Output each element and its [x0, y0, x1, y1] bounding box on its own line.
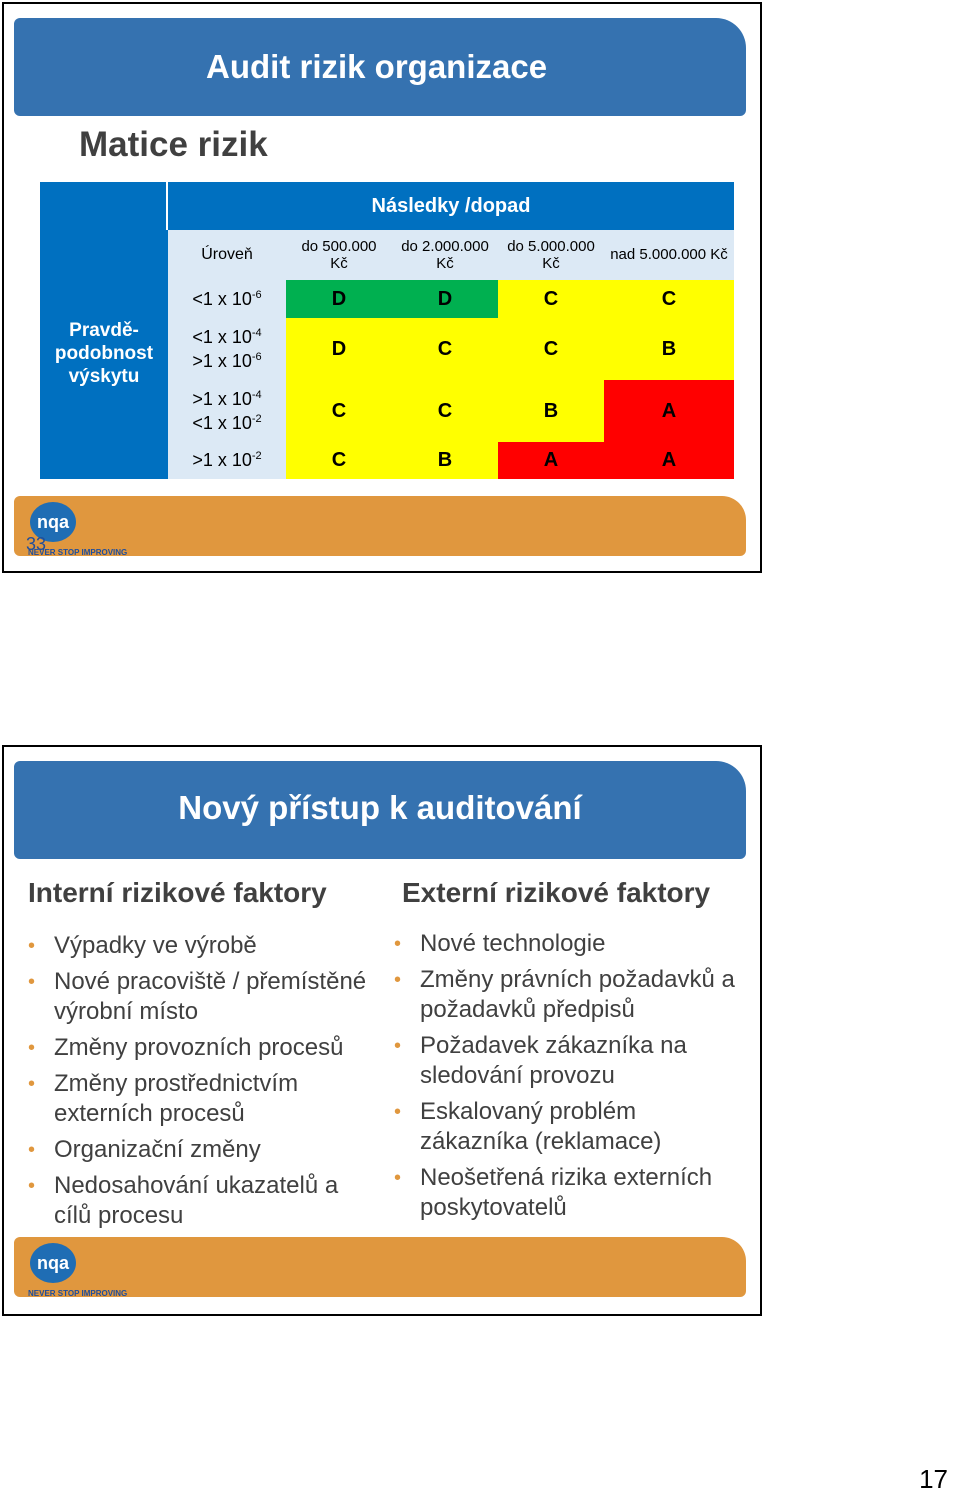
matrix-corner: [40, 182, 168, 230]
impact-col-3: do 5.000.000 Kč: [498, 230, 604, 280]
impact-col-4: nad 5.000.000 Kč: [604, 230, 734, 280]
grade-cell: B: [392, 442, 498, 479]
level-row-1: <1 x $10^{-6}$: [168, 280, 286, 318]
slide-new-audit-approach: [2, 745, 762, 1316]
title-banner: [14, 761, 746, 859]
list-item: • Nové pracoviště / přemístěné výrobní místo: [28, 967, 368, 1027]
impact-col-2: do 2.000.000 Kč: [392, 230, 498, 280]
external-heading: Externí rizikové faktory: [402, 877, 711, 908]
internal-heading: Interní rizikové faktory: [28, 877, 327, 908]
slide-number: 33: [26, 534, 47, 554]
matrix-heading: Matice rizik: [79, 125, 268, 164]
consequence-header: Následky /dopad: [168, 182, 734, 230]
nqa-logo: [26, 1239, 136, 1299]
level-header: Úroveň: [168, 230, 286, 280]
grade-cell: D: [286, 318, 392, 380]
level-row-2: <1 x $10^{-4}$ >1 x $10^{-6}$: [168, 318, 286, 380]
grade-cell: C: [498, 318, 604, 380]
grade-cell: C: [498, 280, 604, 318]
internal-factors-list: [28, 931, 368, 1237]
logo-mark: nqa: [30, 502, 76, 542]
risk-matrix-table: [40, 182, 734, 479]
grade-cell: B: [498, 380, 604, 442]
grade-cell: C: [392, 380, 498, 442]
level-row-4: >1 x $10^{-2}$: [168, 442, 286, 479]
grade-cell: B: [604, 318, 734, 380]
list-item: • Organizační změny: [28, 1135, 368, 1165]
external-factors-list: [394, 929, 744, 1229]
title-banner: [14, 18, 746, 116]
grade-cell: C: [286, 380, 392, 442]
logo-tagline: NEVER STOP IMPROVING: [28, 1289, 128, 1298]
grade-cell: C: [392, 318, 498, 380]
grade-cell: C: [286, 442, 392, 479]
list-item: • Nedosahování ukazatelů a cílů procesu: [28, 1171, 368, 1231]
list-item: • Eskalovaný problém zákazníka (reklamace): [394, 1097, 744, 1157]
list-item: • Neošetřená rizika externích poskytovatelů: [394, 1163, 744, 1223]
level-row-3: >1 x $10^{-4}$ <1 x $10^{-2}$: [168, 380, 286, 442]
page-number: 17: [919, 1464, 948, 1494]
grade-cell: D: [392, 280, 498, 318]
probability-label: Pravdě- podobnost výskytu: [40, 230, 168, 479]
logo-tagline: NEVER STOP IMPROVING: [28, 548, 128, 557]
grade-cell: C: [604, 280, 734, 318]
slide-title: Nový přístup k auditování: [178, 789, 582, 826]
grade-cell: D: [286, 280, 392, 318]
grade-cell: A: [604, 380, 734, 442]
list-item: • Požadavek zákazníka na sledování provozu: [394, 1031, 744, 1091]
grade-cell: A: [498, 442, 604, 479]
impact-col-1: do 500.000 Kč: [286, 230, 392, 280]
list-item: • Změny provozních procesů: [28, 1033, 368, 1063]
slide-risk-matrix: [2, 2, 762, 573]
list-item: • Nové technologie: [394, 929, 744, 959]
list-item: • Výpadky ve výrobě: [28, 931, 368, 961]
list-item: • Změny právních požadavků a požadavků předpisů: [394, 965, 744, 1025]
slide-title: Audit rizik organizace: [206, 48, 548, 85]
list-item: • Změny prostřednictvím externích procesů: [28, 1069, 368, 1129]
grade-cell: A: [604, 442, 734, 479]
logo-mark: nqa: [30, 1243, 76, 1283]
